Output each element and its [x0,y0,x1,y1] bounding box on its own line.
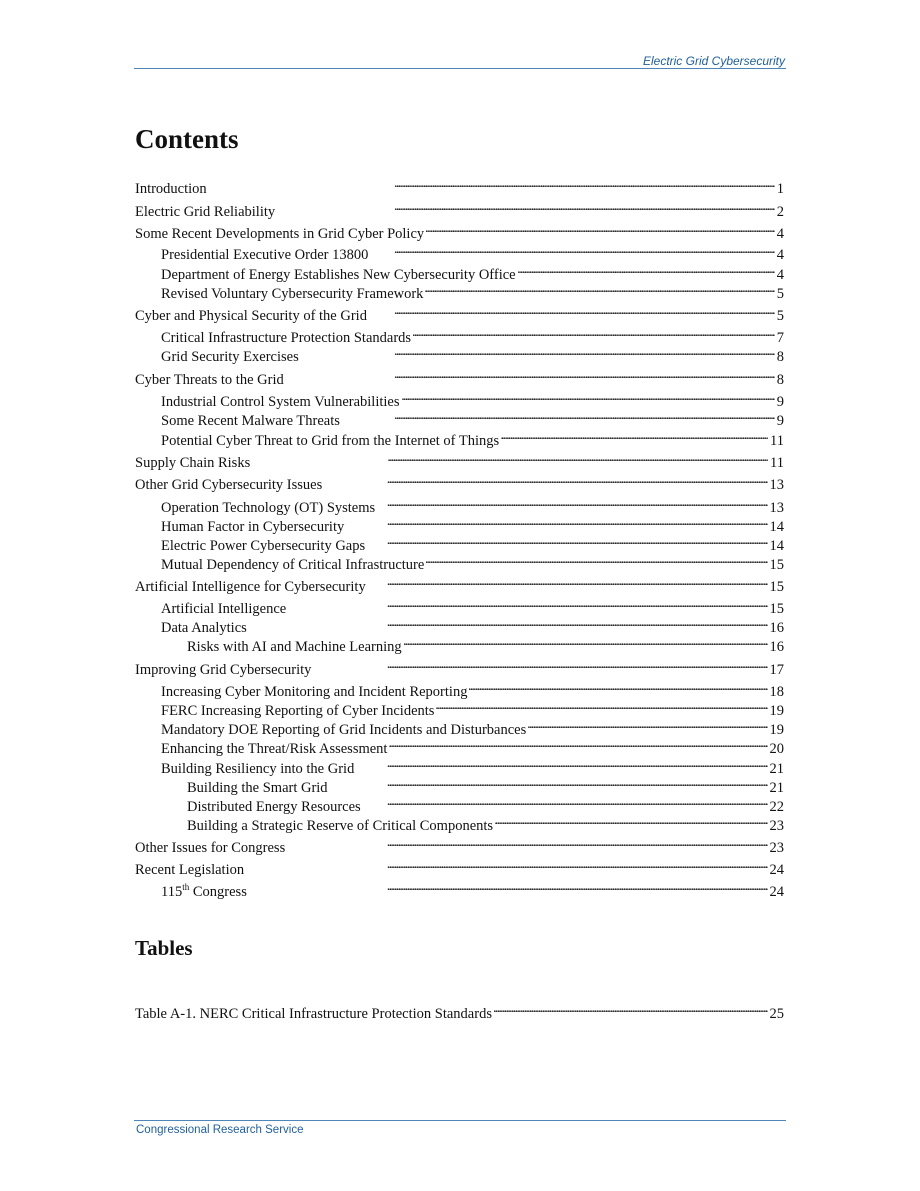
toc-entry-title: Human Factor in Cybersecurity [161,519,345,535]
dot-leader [426,220,775,238]
toc-entry-title: Distributed Energy Resources [187,799,361,815]
toc-entry-page-number: 20 [769,741,784,757]
toc-entry-title: Introduction [135,181,207,197]
toc-entry-title: Increasing Cyber Monitoring and Incident Reporting [161,684,468,700]
toc-entry[interactable] [135,774,784,796]
toc-entry-title: Department of Energy Establishes New Cybersecurity Office [161,267,516,283]
toc-entry-page-number: 21 [769,780,784,796]
toc-entry[interactable] [135,324,784,346]
toc-entry[interactable] [135,735,784,757]
dot-leader [404,633,768,651]
toc-entry-page-number: 11 [770,455,784,471]
toc-entry-title: Recent Legislation [135,862,245,878]
toc-entry-page-number: 16 [769,639,784,655]
toc-entry-page-number: 24 [769,862,784,878]
toc-entry-page-number: 1 [776,181,784,197]
dot-leader [494,1000,768,1018]
dot-leader [313,656,767,674]
toc-entry-title: Building Resiliency into the Grid [161,761,355,777]
dot-leader [495,812,767,830]
toc-entry-title: Industrial Control System Vulnerabilities [161,394,400,410]
toc-entry-title: Artificial Intelligence [161,601,287,617]
dot-leader [330,774,768,792]
dot-leader [301,343,775,361]
toc-entry-page-number: 15 [769,557,784,573]
toc-entry[interactable] [135,198,784,220]
toc-entry-page-number: 13 [769,500,784,516]
toc-entry[interactable] [135,220,784,242]
toc-entry-title: Building the Smart Grid [187,780,328,796]
toc-entry[interactable] [135,1000,784,1022]
toc-entry-title: Presidential Executive Order 13800 [161,247,369,263]
toc-entry-title: Risks with AI and Machine Learning [187,639,402,655]
page-header-title: Electric Grid Cybersecurity [642,54,785,68]
dot-leader [528,716,767,734]
toc-entry-page-number: 8 [776,372,784,388]
toc-entry-title: Mutual Dependency of Critical Infrastructure [161,557,425,573]
toc-entry[interactable] [135,551,784,573]
dot-leader [518,261,775,279]
dot-leader [209,175,775,193]
toc-entry-page-number: 25 [769,1006,784,1022]
toc-entry-page-number: 2 [776,204,784,220]
toc-entry-title [161,883,247,901]
tables-heading: Tables [135,936,193,960]
toc-entry-title: Supply Chain Risks [135,455,251,471]
toc-entry-title: Grid Security Exercises [161,349,299,365]
toc-entry-page-number: 23 [769,840,784,856]
toc-entry-page-number: 4 [776,267,784,283]
toc-entry[interactable] [135,834,784,856]
toc-entry-page-number: 8 [776,349,784,365]
dot-leader [389,735,767,753]
toc-entry-page-number: 17 [769,662,784,678]
toc-entry-page-number: 18 [769,684,784,700]
toc-entry-page-number: 15 [769,579,784,595]
toc-entry[interactable] [135,812,784,834]
toc-entry-title-part: Congress [189,884,247,900]
dot-leader [426,551,767,569]
toc-entry[interactable] [135,302,784,324]
dot-leader [402,388,775,406]
toc-entry[interactable] [135,471,784,493]
toc-entry-page-number: 4 [776,226,784,242]
toc-entry-page-number: 9 [776,413,784,429]
toc-entry[interactable] [135,175,784,197]
toc-entry[interactable] [135,513,784,535]
dot-leader [413,324,775,342]
toc-entry[interactable] [135,716,784,738]
dot-leader [425,280,774,298]
toc-entry-page-number: 22 [769,799,784,815]
toc-entry-page-number: 13 [769,477,784,493]
toc-entry-title: Mandatory DOE Reporting of Grid Incidents and Disturbances [161,722,527,738]
dot-leader [288,595,767,613]
dot-leader [436,697,767,715]
toc-entry-title: Operation Technology (OT) Systems [161,500,376,516]
toc-entry[interactable] [135,494,784,516]
dot-leader [246,856,767,874]
dot-leader [363,793,768,811]
toc-entry[interactable] [135,755,784,777]
toc-entry-title-superscript: th [182,882,190,893]
toc-entry-title: Cyber and Physical Security of the Grid [135,308,367,324]
toc-entry[interactable] [135,678,784,700]
toc-entry-page-number: 5 [776,308,784,324]
toc-entry[interactable] [135,614,784,636]
dot-leader [252,449,768,467]
toc-entry-page-number: 19 [769,722,784,738]
toc-entry-title: Data Analytics [161,620,247,636]
toc-entry-title: Electric Grid Reliability [135,204,276,220]
toc-entry-page-number: 23 [769,818,784,834]
toc-entry-page-number: 11 [770,433,784,449]
dot-leader [287,834,767,852]
dot-leader [342,407,775,425]
dot-leader [286,366,775,384]
toc-entry-title: Other Grid Cybersecurity Issues [135,477,323,493]
toc-entry[interactable] [135,449,784,471]
toc-entry[interactable] [135,656,784,678]
dot-leader [369,302,775,320]
toc-entry-page-number: 14 [769,519,784,535]
toc-entry[interactable] [135,573,784,595]
toc-entry[interactable] [135,241,784,263]
toc-entry-page-number: 5 [776,286,784,302]
toc-entry[interactable] [135,366,784,388]
toc-entry[interactable] [135,878,784,900]
footer-divider [134,1120,786,1121]
toc-entry[interactable] [135,388,784,410]
toc-entry[interactable] [135,280,784,302]
toc-entry[interactable] [135,793,784,815]
toc-entry-title: Artificial Intelligence for Cybersecurity [135,579,366,595]
toc-entry-page-number: 24 [769,884,784,900]
toc-entry-title: Electric Power Cybersecurity Gaps [161,538,366,554]
toc-entry-page-number: 4 [776,247,784,263]
toc-entry-title: Critical Infrastructure Protection Standards [161,330,412,346]
dot-leader [356,755,767,773]
toc-entry-title: Other Issues for Congress [135,840,286,856]
toc-entry[interactable] [135,633,784,655]
toc-entry-title: Potential Cyber Threat to Grid from the Internet of Things [161,433,500,449]
page-footer-text: Congressional Research Service [136,1124,304,1136]
toc-entry-page-number: 14 [769,538,784,554]
toc-entry-title: Some Recent Developments in Grid Cyber Policy [135,226,425,242]
toc-entry[interactable] [135,532,784,554]
toc-entry[interactable] [135,856,784,878]
toc-entry[interactable] [135,261,784,283]
dot-leader [501,427,768,445]
dot-leader [249,878,768,896]
toc-entry-page-number: 21 [769,761,784,777]
dot-leader [277,198,775,216]
toc-entry[interactable] [135,407,784,429]
toc-entry-title: Cyber Threats to the Grid [135,372,284,388]
dot-leader [368,573,768,591]
toc-entry-page-number: 15 [769,601,784,617]
toc-entry-title: FERC Increasing Reporting of Cyber Incidents [161,703,435,719]
dot-leader [367,532,767,550]
toc-entry-title: Revised Voluntary Cybersecurity Framework [161,286,424,302]
toc-entry-title: Building a Strategic Reserve of Critical Components [187,818,494,834]
toc-entry[interactable] [135,427,784,449]
toc-entry-title: Some Recent Malware Threats [161,413,340,429]
toc-entry[interactable] [135,343,784,365]
toc-entry-page-number: 9 [776,394,784,410]
dot-leader [469,678,767,696]
toc-entry-page-number: 19 [769,703,784,719]
toc-entry[interactable] [135,595,784,617]
dot-leader [370,241,774,259]
contents-heading: Contents [135,124,239,154]
dot-leader [377,494,767,512]
toc-entry[interactable] [135,697,784,719]
toc-entry-title-part: 115 [161,884,183,900]
toc-entry-page-number: 7 [776,330,784,346]
toc-entry-title: Improving Grid Cybersecurity [135,662,312,678]
dot-leader [324,471,767,489]
toc-entry-title: Enhancing the Threat/Risk Assessment [161,741,388,757]
dot-leader [249,614,768,632]
dot-leader [346,513,767,531]
header-divider [134,68,786,69]
toc-entry-title: Table A-1. NERC Critical Infrastructure Protection Standards [135,1006,492,1022]
toc-entry-page-number: 16 [769,620,784,636]
